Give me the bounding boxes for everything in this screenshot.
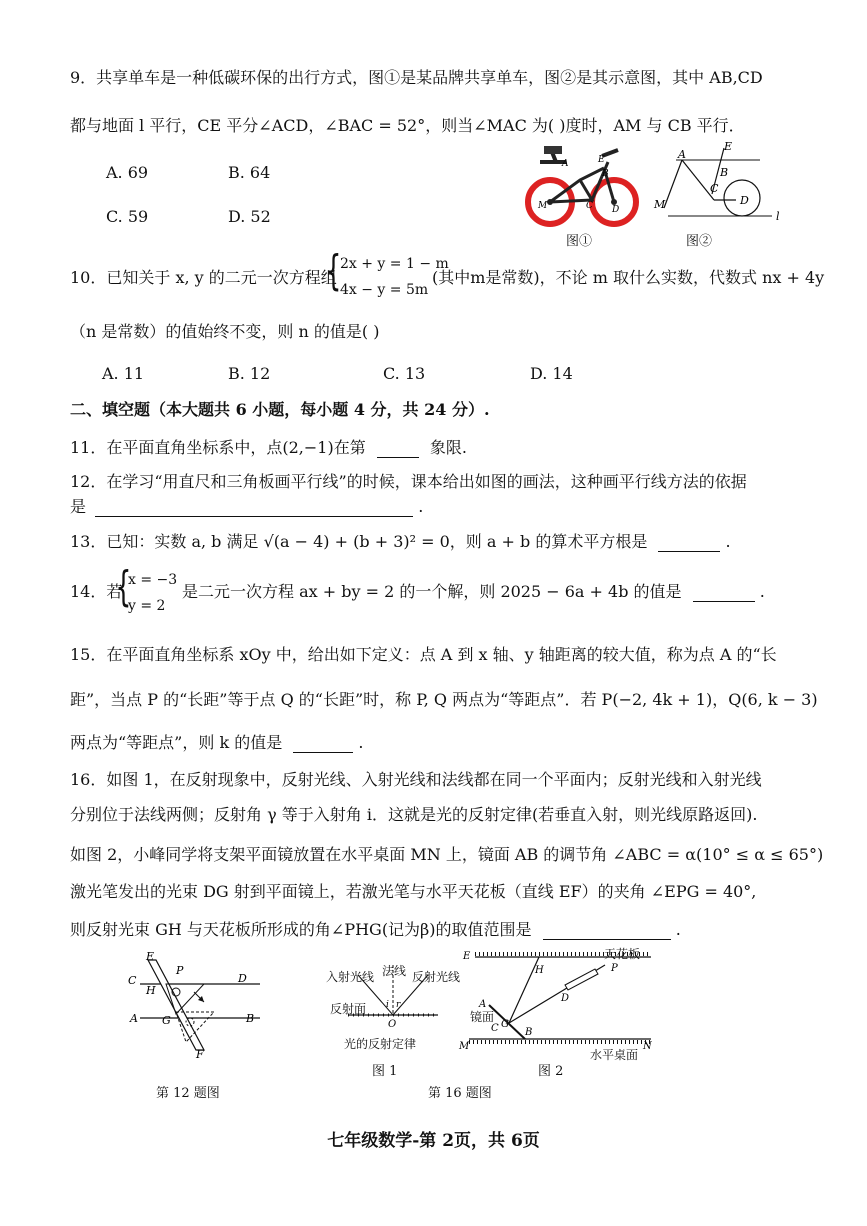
q10-option-d[interactable]: D. 14 — [530, 364, 573, 383]
q9-line1: 9．共享单车是一种低碳环保的出行方式，图①是某品牌共享单车，图②是其示意图，其中 AB,CD — [70, 68, 763, 87]
mirror-label: 镜面 — [470, 1010, 495, 1024]
svg-text:D: D — [612, 205, 620, 215]
bicycle-figure — [522, 140, 642, 230]
q9-option-b[interactable]: B. 64 — [228, 163, 271, 182]
laser-pen-shape — [565, 969, 598, 990]
q10-option-b[interactable]: B. 12 — [228, 364, 271, 383]
reflection-law-label: 光的反射定律 — [344, 1037, 417, 1051]
q15-line3-end: . — [358, 733, 364, 752]
svg-text:P: P — [176, 964, 184, 977]
svg-text:N: N — [643, 1041, 652, 1052]
svg-text:C: C — [491, 1023, 499, 1034]
q13-text-end: . — [725, 532, 731, 551]
svg-text:M: M — [459, 1041, 470, 1052]
fig12-ruler-triangle — [120, 950, 270, 1060]
svg-text:D: D — [740, 194, 749, 207]
reflective-surface-label: 反射面 — [330, 1002, 367, 1016]
svg-text:C: C — [710, 182, 719, 195]
incident-ray-label: 入射光线 — [326, 970, 375, 984]
svg-text:C: C — [128, 974, 137, 987]
section-heading: 二、填空题（本大题共 6 小题，每小题 4 分，共 24 分）. — [70, 400, 490, 419]
svg-text:A: A — [479, 999, 487, 1010]
svg-text:G: G — [162, 1014, 171, 1027]
svg-text:B: B — [602, 169, 609, 179]
fig1-caption: 图① — [566, 234, 593, 249]
svg-text:F: F — [196, 1048, 204, 1060]
q16-line5-text: 则反射光束 GH 与天花板所形成的角∠PHG(记为β)的取值范围是 — [70, 920, 532, 939]
q15-line3-text: 两点为“等距点”，则 k 的值是 — [70, 733, 283, 752]
svg-text:G: G — [501, 1019, 509, 1030]
q10-line2: （n 是常数）的值始终不变，则 n 的值是( ) — [70, 322, 380, 341]
svg-text:E: E — [724, 142, 733, 153]
q16-answer-blank[interactable] — [543, 923, 671, 940]
q12-line2-end: . — [418, 497, 424, 516]
fig2-caption: 图② — [686, 234, 713, 249]
q15-line3 — [70, 733, 364, 753]
svg-text:E: E — [463, 951, 471, 962]
fig16-caption: 第 16 题图 — [428, 1086, 492, 1101]
q14-text: 是二元一次方程 ax + by = 2 的一个解，则 2025 − 6a + 4b 的值是 — [182, 582, 682, 601]
q12-line2-text: 是 — [70, 497, 87, 516]
q14-pre: 14．若 — [70, 582, 123, 601]
fig16b-caption: 图 2 — [538, 1064, 564, 1079]
q16-line2: 分别位于法线两侧；反射角 γ 等于入射角 i．这就是光的反射定律(若垂直入射，则光线原路返回). — [70, 805, 758, 824]
svg-text:M: M — [538, 201, 548, 211]
q9-line2: 都与地面 l 平行，CE 平分∠ACD，∠BAC = 52°，则当∠MAC 为( )度时，AM 与 CB 平行． — [70, 116, 745, 135]
svg-text:H: H — [535, 965, 544, 976]
q9-option-c[interactable]: C. 59 — [106, 207, 149, 226]
q10-line1-pre: 10．已知关于 x, y 的二元一次方程组 — [70, 268, 337, 287]
q14-answer-blank[interactable] — [693, 585, 755, 602]
fig16a-caption: 图 1 — [372, 1064, 398, 1079]
q16-line3: 如图 2，小峰同学将支架平面镜放置在水平桌面 MN 上，镜面 AB 的调节角 ∠ABC = α(10° ≤ α ≤ 65°) — [70, 845, 824, 864]
q16-line4: 激光笔发出的光束 DG 射到平面镜上，若激光笔与水平天花板（直线 EF）的夹角 ∠EPG = 40°, — [70, 882, 757, 901]
svg-text:D: D — [238, 972, 247, 985]
q16-line5 — [70, 920, 681, 940]
svg-text:D: D — [561, 993, 570, 1004]
q16-line1: 16．如图 1，在反射现象中，反射光线、入射光线和法线都在同一个平面内；反射光线和入射光线 — [70, 770, 762, 789]
q15-line2: 距”，当点 P 的“长距”等于点 Q 的“长距”时，称 P, Q 两点为“等距点”．若 P(−2, 4k + 1)，Q(6, k − 3) — [70, 690, 818, 709]
q14-brace: { — [115, 562, 132, 611]
q10-option-c[interactable]: C. 13 — [383, 364, 426, 383]
q11-answer-blank[interactable] — [377, 441, 419, 458]
svg-text:H: H — [146, 984, 156, 997]
q10-brace: { — [325, 246, 342, 295]
svg-text:A: A — [562, 159, 569, 169]
q14-post — [182, 582, 765, 602]
q15-line1: 15．在平面直角坐标系 xOy 中，给出如下定义：点 A 到 x 轴、y 轴距离的较大值，称为点 A 的“长 — [70, 645, 777, 664]
q12-answer-blank[interactable] — [95, 500, 413, 517]
svg-text:A: A — [678, 148, 686, 161]
svg-text:M: M — [654, 198, 666, 211]
q10-eq2: 4x − y = 5m — [340, 282, 429, 298]
q13-text: 13．已知：实数 a, b 满足 √(a − 4) + (b + 3)² = 0，则 a + b 的算术平方根是 — [70, 532, 648, 551]
q9-option-a[interactable]: A. 69 — [106, 163, 149, 182]
q9-option-d[interactable]: D. 52 — [228, 207, 271, 226]
q14-eq2: y = 2 — [128, 598, 166, 614]
svg-text:P: P — [611, 963, 618, 974]
q10-line1-post: (其中m是常数)，不论 m 取什么实数，代数式 nx + 4y — [432, 268, 825, 287]
bicycle-schematic — [650, 142, 790, 226]
svg-text:B: B — [720, 166, 729, 179]
q10-option-a[interactable]: A. 11 — [102, 364, 145, 383]
page-footer: 七年级数学-第 2页，共 6页 — [327, 1131, 540, 1151]
svg-text:E: E — [146, 950, 155, 963]
svg-text:E: E — [598, 155, 605, 165]
q11-text: 11．在平面直角坐标系中，点(2,−1)在第 — [70, 438, 366, 457]
ceiling-label: 天花板 — [604, 947, 641, 961]
q12-line1: 12．在学习“用直尺和三角板画平行线”的时候，课本给出如图的画法，这种画平行线方法的依据 — [70, 472, 747, 491]
desk-label: 水平桌面 — [590, 1048, 639, 1062]
svg-text:B: B — [246, 1012, 255, 1025]
svg-text:C: C — [586, 201, 593, 211]
q14-eq1: x = −3 — [128, 572, 178, 588]
fig12-caption: 第 12 题图 — [156, 1086, 220, 1101]
svg-text:B: B — [525, 1027, 533, 1038]
q10-eq1: 2x + y = 1 − m — [340, 256, 449, 272]
q14-text-end: . — [759, 582, 765, 601]
svg-text:l: l — [776, 210, 780, 223]
svg-text:i: i — [386, 1000, 389, 1010]
q16-line5-end: . — [675, 920, 681, 939]
q12-line2 — [70, 497, 423, 517]
q13-answer-blank[interactable] — [658, 535, 720, 552]
svg-text:A: A — [130, 1012, 138, 1025]
q11 — [70, 438, 467, 458]
q11-text-end: 象限. — [429, 438, 467, 457]
fig16-laser-mirror — [455, 945, 655, 1060]
reflected-ray-label: 反射光线 — [412, 970, 461, 984]
svg-text:O: O — [388, 1019, 397, 1030]
normal-line-label: 法线 — [382, 964, 407, 978]
q13 — [70, 532, 731, 552]
svg-text:r: r — [396, 1000, 401, 1010]
q15-answer-blank[interactable] — [293, 736, 353, 753]
